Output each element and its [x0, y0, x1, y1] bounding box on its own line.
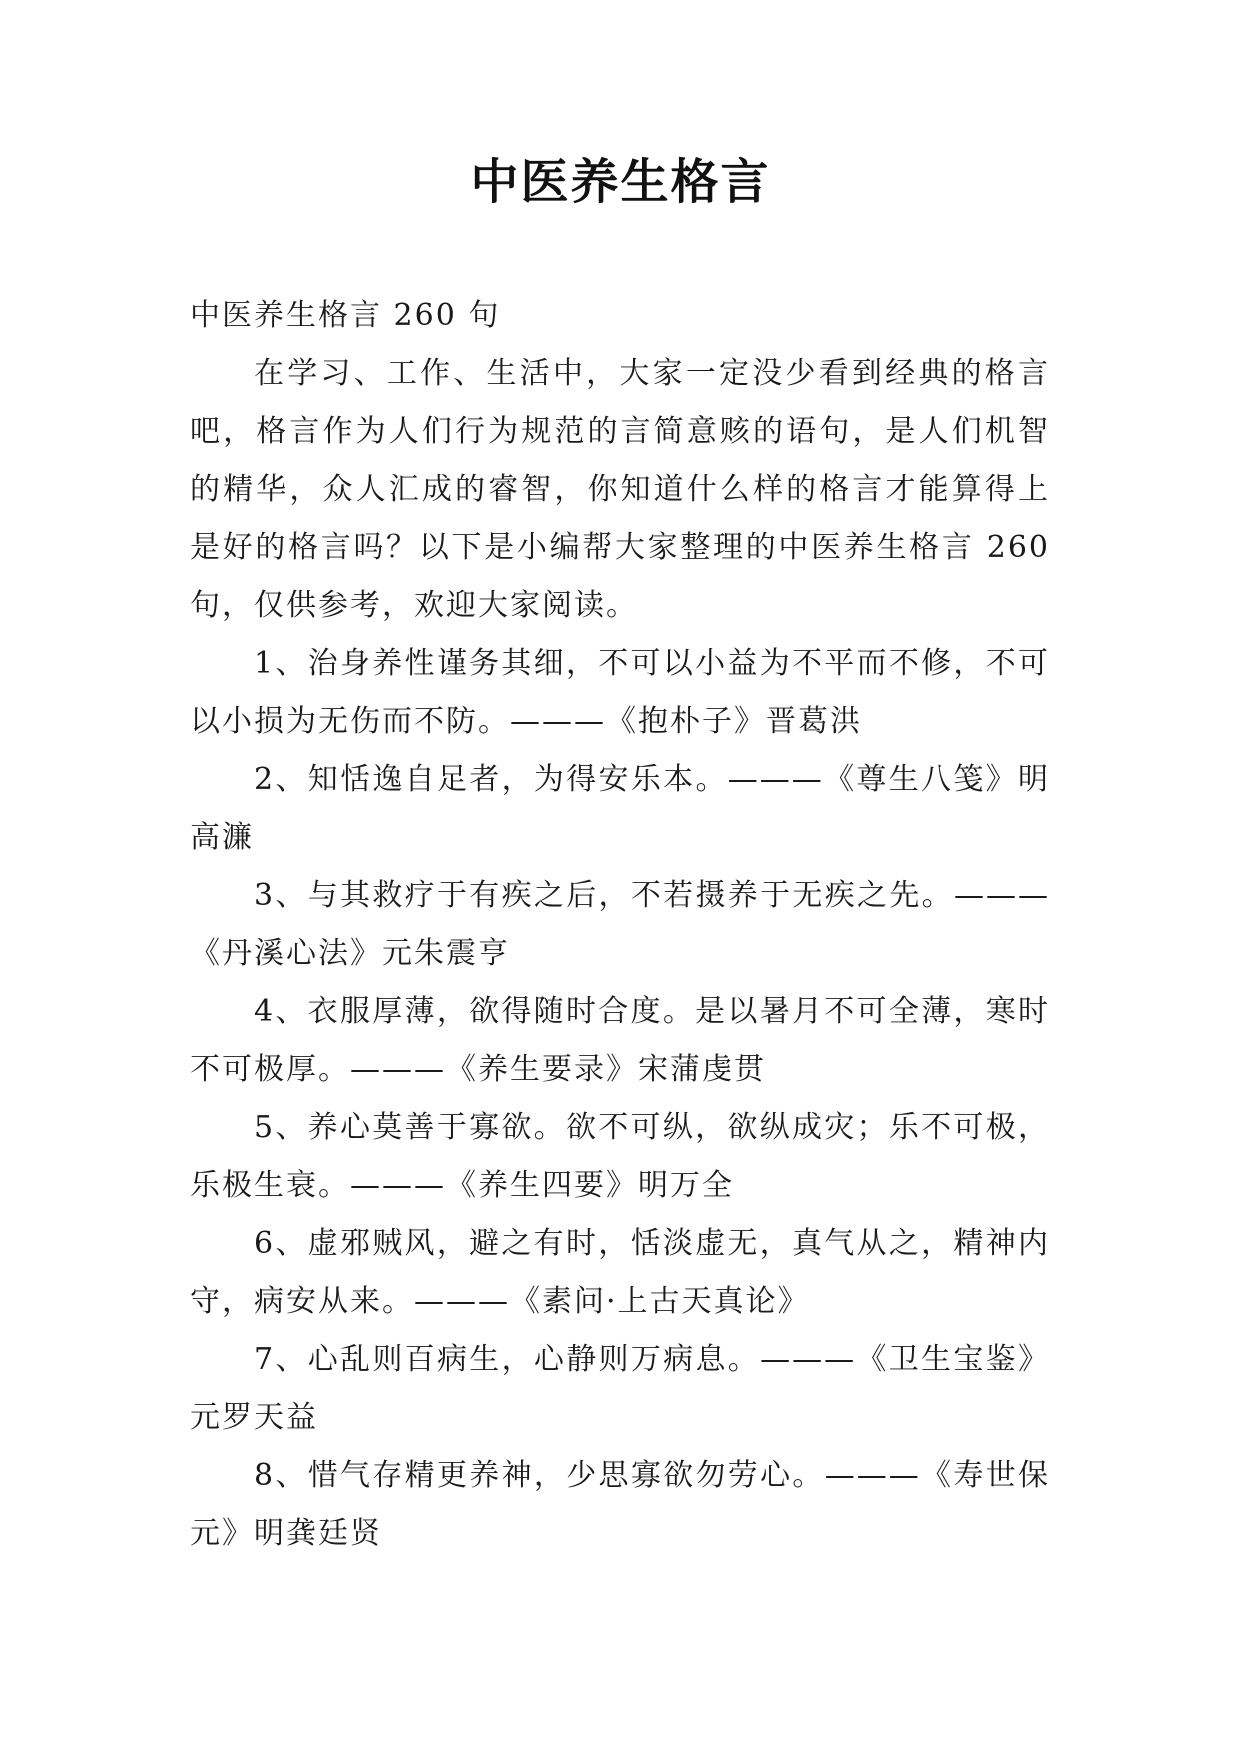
maxim-item-4: 4、衣服厚薄，欲得随时合度。是以暑月不可全薄，寒时不可极厚。———《养生要录》宋蒲虔贯 — [190, 994, 1050, 1087]
maxim-item-2: 2、知恬逸自足者，为得安乐本。———《尊生八笺》明高濂 — [190, 762, 1050, 855]
document-title: 中医养生格言 — [470, 154, 771, 210]
maxim-item-5: 5、养心莫善于寡欲。欲不可纵，欲纵成灾；乐不可极，乐极生衰。———《养生四要》明万全 — [190, 1110, 1050, 1203]
maxim-item-1: 1、治身养性谨务其细，不可以小益为不平而不修，不可以小损为无伤而不防。———《抱朴子》晋葛洪 — [190, 646, 1050, 739]
maxim-item-8: 8、惜气存精更养神，少思寡欲勿劳心。———《寿世保元》明龚廷贤 — [190, 1458, 1050, 1551]
maxim-item-3: 3、与其救疗于有疾之后，不若摄养于无疾之先。———《丹溪心法》元朱震亨 — [190, 878, 1050, 971]
intro-paragraph: 在学习、工作、生活中，大家一定没少看到经典的格言吧，格言作为人们行为规范的言简意赅的语句，是人们机智的精华，众人汇成的睿智，你知道什么样的格言才能算得上是好的格言吗？以下是小编帮大家整理的中医养生格言 260 句，仅供参考，欢迎大家阅读。 — [190, 356, 1050, 623]
document-subtitle: 中医养生格言 260 句 — [190, 298, 501, 333]
maxim-item-7: 7、心乱则百病生，心静则万病息。———《卫生宝鉴》元罗天益 — [190, 1342, 1050, 1435]
maxim-item-6: 6、虚邪贼风，避之有时，恬淡虚无，真气从之，精神内守，病安从来。———《素问·上古天真论》 — [190, 1226, 1050, 1319]
document-body — [190, 287, 1050, 1563]
